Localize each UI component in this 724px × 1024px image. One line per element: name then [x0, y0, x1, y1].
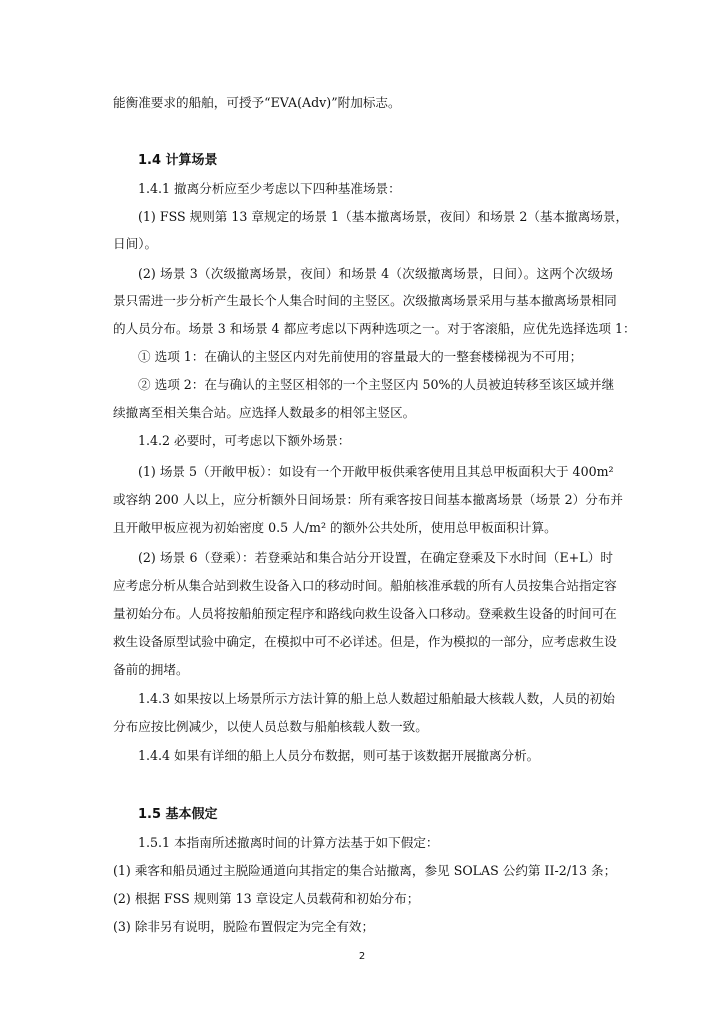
paragraph-line: 且开敞甲板应视为初始密度 0.5 人/m² 的额外公共处所，使用总甲板面积计算。 [113, 520, 557, 535]
paragraph-line: 1.4.4 如果有详细的船上人员分布数据，则可基于该数据开展撤离分析。 [138, 748, 540, 763]
paragraph-line: (2) 场景 3（次级撤离场景，夜间）和场景 4（次级撤离场景，日间）。这两个次级场 [138, 266, 613, 281]
paragraph-line: 救生设备原型试验中确定，在模拟中可不必详述。但是，作为模拟的一部分，应考虑救生设 [113, 634, 617, 649]
paragraph-line: 1.4.1 撤离分析应至少考虑以下四种基准场景： [138, 181, 401, 196]
paragraph-line: (2) 根据 FSS 规则第 13 章设定人员载荷和初始分布； [113, 891, 420, 906]
paragraph-line: 备前的拥堵。 [113, 662, 189, 677]
paragraph-line: ① 选项 1：在确认的主竖区内对先前使用的容量最大的一整套楼梯视为不可用； [138, 349, 583, 364]
paragraph-line: (1) FSS 规则第 13 章规定的场景 1（基本撤离场景，夜间）和场景 2（基本撤离场景， [138, 209, 629, 224]
intro-line: 能衡准要求的船舶，可授予“EVA(Adv)”附加标志。 [113, 95, 401, 110]
paragraph-line: (1) 乘客和船员通过主脱险通道向其指定的集合站撤离，参见 SOLAS 公约第 II-2/13 条； [113, 863, 617, 878]
paragraph-line: 景只需进一步分析产生最长个人集合时间的主竖区。次级撤离场景采用与基本撤离场景相同 [113, 293, 617, 308]
paragraph-line: 1.5.1 本指南所述撤离时间的计算方法基于如下假定： [138, 835, 439, 850]
paragraph-line: 1.4.2 必要时，可考虑以下额外场景： [138, 433, 351, 448]
paragraph-line: 量初始分布。人员将按船舶预定程序和路线向救生设备入口移动。登乘救生设备的时间可在 [113, 606, 617, 621]
section-heading-1-5: 1.5 基本假定 [138, 807, 218, 822]
paragraph-line: 日间）。 [113, 236, 158, 251]
paragraph-line: 的人员分布。场景 3 和场景 4 都应考虑以下两种选项之一。对于客滚船，应优先选择选项 1： [113, 321, 636, 336]
paragraph-line: (1) 场景 5（开敞甲板）：如设有一个开敞甲板供乘客使用且其总甲板面积大于 400m² [138, 464, 614, 479]
paragraph-line: 应考虑分析从集合站到救生设备入口的移动时间。船舶核准承载的所有人员按集合站指定容 [113, 578, 617, 593]
paragraph-line: ② 选项 2：在与确认的主竖区相邻的一个主竖区内 50%的人员被迫转移至该区域并继 [138, 377, 615, 392]
paragraph-line: 或容纳 200 人以上，应分析额外日间场景：所有乘客按日间基本撤离场景（场景 2）分布并 [113, 492, 624, 507]
paragraph-line: (3) 除非另有说明，脱险布置假定为完全有效； [113, 919, 375, 934]
paragraph-line: (2) 场景 6（登乘）：若登乘站和集合站分开设置，在确定登乘及下水时间（E+L）时 [138, 550, 613, 565]
paragraph-line: 续撤离至相关集合站。应选择人数最多的相邻主竖区。 [113, 405, 416, 420]
paragraph-line: 1.4.3 如果按以上场景所示方法计算的船上总人数超过船舶最大核载人数，人员的初始 [138, 691, 615, 706]
section-heading-1-4: 1.4 计算场景 [138, 153, 218, 168]
paragraph-line: 分布应按比例减少，以使人员总数与船舶核载人数一致。 [113, 719, 428, 734]
page-number: 2 [358, 951, 366, 962]
